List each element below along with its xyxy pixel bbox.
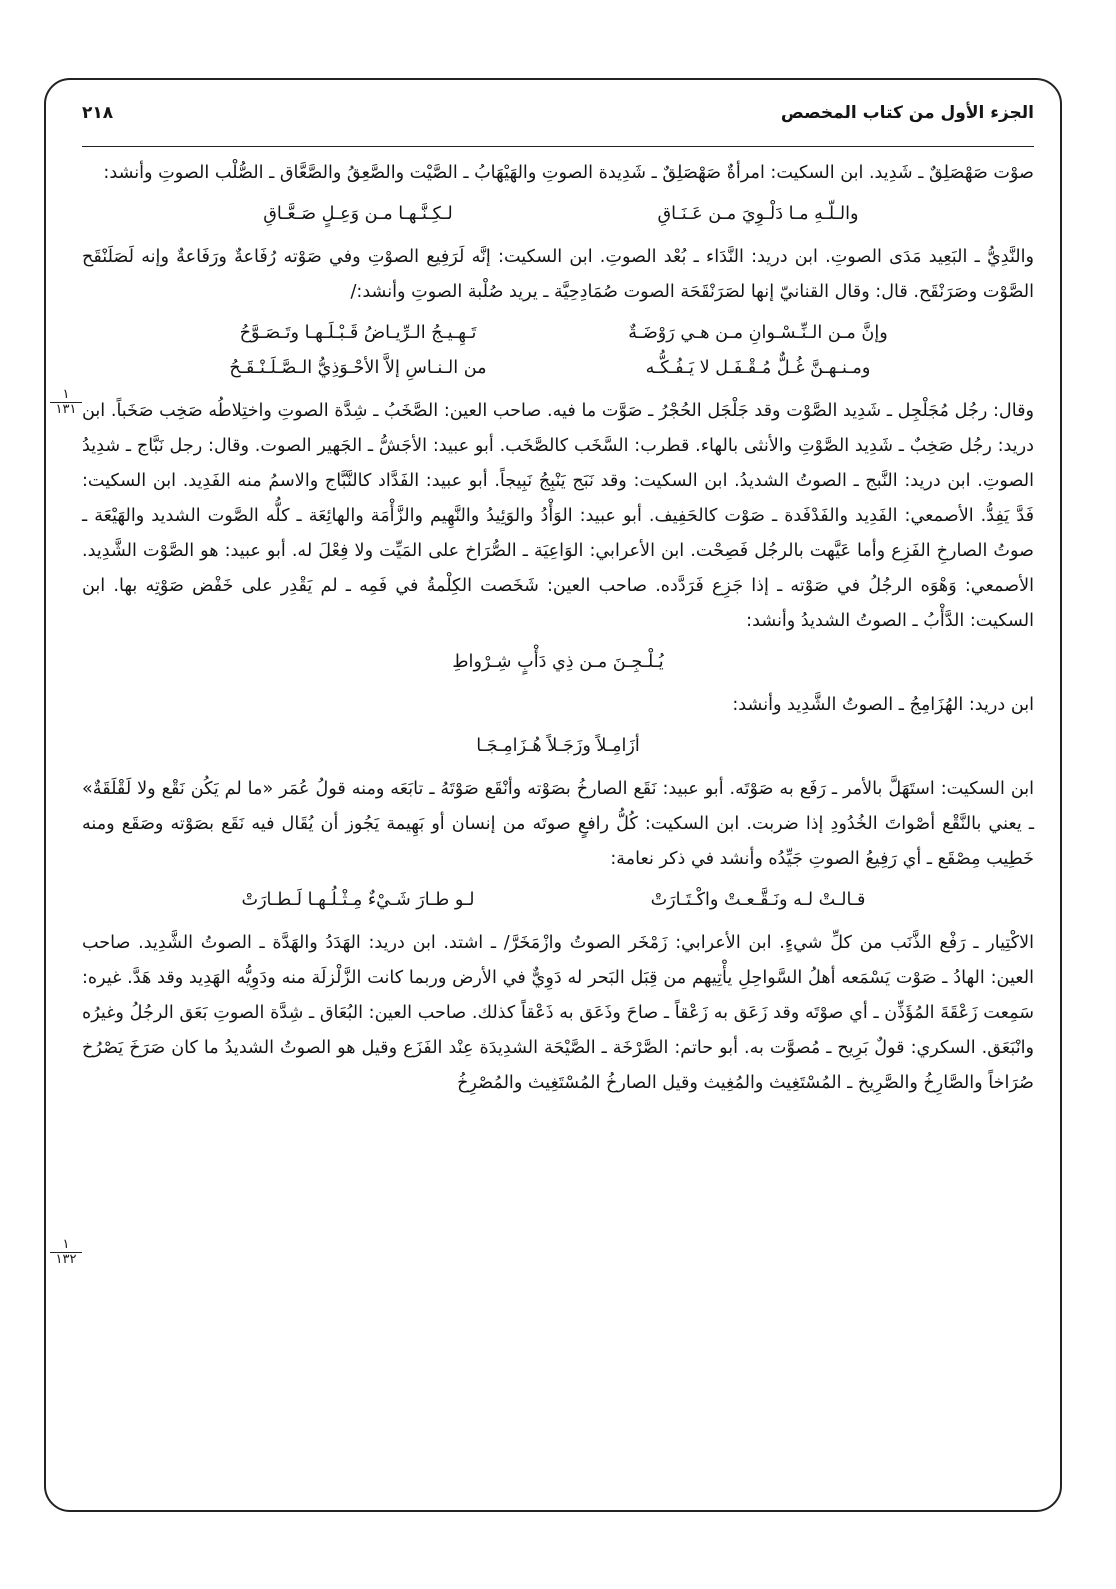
margin-note-numerator: ١	[50, 388, 82, 403]
verse-line	[82, 197, 1034, 232]
margin-note-131	[50, 388, 82, 417]
page-number: ٢١٨	[82, 103, 114, 123]
verse-hemistich-first: قـالـتْ لـه ونَـقَّـعـتْ واكْـتَـارَتْ	[650, 890, 866, 910]
running-header	[82, 98, 1034, 128]
verse-single: يُـلْـجِـنَ مـن ذِي دَأْبٍ شِـرْواطِ	[452, 652, 664, 672]
verse-line	[82, 883, 1034, 918]
paragraph: والنَّدِيُّ ـ البَعِيد مَدَى الصوتِ. ابن دريد: النَّدَاء ـ بُعْد الصوتِ. ابن السكيت: إنَّه لَرَفِيع الصوْتِ وفي صَوْته رُفَاعةٌ ورَفَاعةٌ وإنه لَصَلَنْقَح الصَّوْت وصَرَنْقَح. قال: وقال القنانيّ إنها لصَرَنْقَحَة الصوت صُمَادِحِيَّة ـ يريد صُلْبة الصوتِ وأنشد:/	[82, 247, 1034, 302]
margin-note-denominator: ١٣١	[55, 402, 77, 417]
page-body	[82, 156, 1034, 1101]
running-title: الجزء الأول من كتاب المخصص	[780, 103, 1034, 123]
verse-hemistich-first: ومـنـهـنَّ غُـلٌّ مُـقْـفَـل لا يَـفُـكُّـه	[645, 358, 871, 378]
verse-hemistich-second: لـو طـارَ شَـيْءٌ مِـثْـلُـهـا لَـطـارَتْ	[241, 890, 475, 910]
verse-hemistich-second: من الـنـاسِ إلاَّ الأحْـوَذِيُّ الـصَّـلَـنْـقَـحُ	[229, 358, 487, 378]
paragraph: الاكْتِيار ـ رَفْع الذَّنَب من كلِّ شيءٍ. ابن الأعرابي: زَمْخَر الصوتُ وازْمَخَرَّ/ ـ اشتد. ابن دريد: الهَدَدُ والهَدَّة ـ الصوتُ الشَّدِيد. صاحب العين: الهادُ ـ صَوْت يَسْمَعه أهلُ السَّواحِلِ يأْتِيهم من قِبَل البَحر له دَوِيٌّ في الأرض وربما كانت الزَّلْزلَة منه ودَوِيُّه الهَدِيد وقد هَدَّ. غيره: سَمِعت زَعْقَةَ المُؤَذِّن ـ أي صوْتَه وقد زَعَق به زَعْقاً ـ صاحَ وذَعَق به ذَعْقاً كذلك. صاحب العين: البُعَاق ـ شِدَّة الصوتِ بَعَق الرجُلُ وغيرُه وانْبَعَق. السكري: قولٌ بَرِيح ـ مُصوَّت به. أبو حاتم: الصَّرْخَة ـ الصَّيْحَة الشدِيدَة عِنْد الفَزَع وقيل هو الصوتُ الشديدُ ما كان صَرَخَ يَصْرُخ صُرَاخاً والصَّارِخُ والصَّرِيخ ـ المُسْتَغِيث والمُغِيث وقيل الصارخُ المُسْتَغِيث والمُصْرِخُ	[82, 933, 1034, 1093]
verse-hemistich-second: لـكِـنَّـهـا مـن وَعِـلٍ صَـعَّـاقِ	[263, 204, 453, 224]
verse-line	[82, 316, 1034, 351]
verse-line	[82, 645, 1034, 680]
verse-line	[82, 729, 1034, 764]
paragraph: ابن السكيت: استَهَلَّ بالأمر ـ رَفَع به صَوْتَه. أبو عبيد: نَقَع الصارخُ بصَوْته وأنْقَع صَوْتَهُ ـ تابَعَه ومنه قولُ عُمَر «ما لم يَكُن نَقْع ولا لَقْلَقَةٌ» ـ يعني بالنَّقْع أصْواتَ الخُدُودِ إذا ضربت. ابن السكيت: كُلُّ رافعٍ صوتَه من إنسان أو بَهِيمة يَجُوز أن يُقَال فيه نَقَع بصَوْته وصَقَع ومنه خَطِيب مِصْقَع ـ أي رَفِيعُ الصوتِ جَيِّدُه وأنشد في ذكر نعامة:	[82, 779, 1034, 869]
paragraph: وقال: رجُل مُجَلْجِل ـ شَدِيد الصَّوْت وقد جَلْجَل الحُجْرُ ـ صَوَّت ما فيه. صاحب العين: الصَّخَبُ ـ شِدَّة الصوتِ واختِلاطُه صَخِب صَخَباً. ابن دريد: رجُل صَخِبٌ ـ شَدِيد الصَّوْتِ والأنثى بالهاء. قطرب: السَّخَب كالصَّخَب. أبو عبيد: الأجَشُّ ـ الجَهير الصوت. وقال: رجل نَبَّاج ـ شدِيدُ الصوتِ. ابن دريد: النَّبج ـ الصوتُ الشديدُ. ابن السكيت: وقد نَبَج يَنْبِجُ نَبِيجاً. أبو عبيد: الفَدَّاد كالنَّبَّاج والاسمُ منه الفَدِيد. ابن السكيت: فَدَّ يَفِدُّ. الأصمعي: الفَدِيد والفَدْفَدة ـ صَوْت كالحَفِيف. أبو عبيد: الوَأْدُ والوَئِيدُ والنَّهِيم والزَّأْمَة والهائِعَة ـ كلُّه الصَّوت الشديد والهَيْعَة ـ صوتُ الصارخِ الفَزِع وأما عَيَّهت بالرجُل فَصِحْت. ابن الأعرابي: الوَاعِيَة ـ الصُّرَاخ على المَيِّت ولا فِعْلَ له. أبو عبيد: هو الصَّوْت الشَّدِيد. الأصمعي: وَهْوَه الرجُلُ في صَوْته ـ إذا جَزِع فَرَدَّده. صاحب العين: شَخَصت الكِلْمةُ في فَمِه ـ لم يَقْدِر على خَفْض صَوْتِه بها. ابن السكيت: الدَّأْبُ ـ الصوتُ الشديدُ وأنشد:	[82, 401, 1034, 631]
verse-hemistich-second: تَـهِـيـجُ الـرِّيـاضُ قَـبْـلَـهـا وتَـصَـوَّحُ	[239, 323, 477, 343]
margin-note-denominator: ١٣٢	[55, 1252, 77, 1267]
verse-line	[82, 351, 1034, 386]
margin-note-132	[50, 1238, 82, 1267]
verse-single: أزَامِـلاً وزَجَـلاً هُـزَامِـجَـا	[476, 736, 640, 756]
paragraph: صوْت صَهْصَلِقٌ ـ شَدِيد. ابن السكيت: امرأةٌ صَهْصَلِقٌ ـ شَدِيدة الصوتِ والهَيْهَابُ ـ الصَّيْت والصَّعِقُ والصَّعَّاق ـ الصُّلْب الصوتِ وأنشد:	[103, 163, 1034, 183]
verse-hemistich-first: وإنَّ مـن الـنِّـسْـوانِ مـن هـي رَوْضَـةٌ	[628, 323, 888, 343]
paragraph: ابن دريد: الهُزَامِجُ ـ الصوتُ الشَّدِيد وأنشد:	[732, 695, 1034, 715]
header-rule	[82, 146, 1034, 147]
verse-hemistich-first: والـلّـهِ مـا دَلْـوِيَ مـن عَـنَـاقِ	[657, 204, 859, 224]
margin-note-numerator: ١	[50, 1238, 82, 1253]
